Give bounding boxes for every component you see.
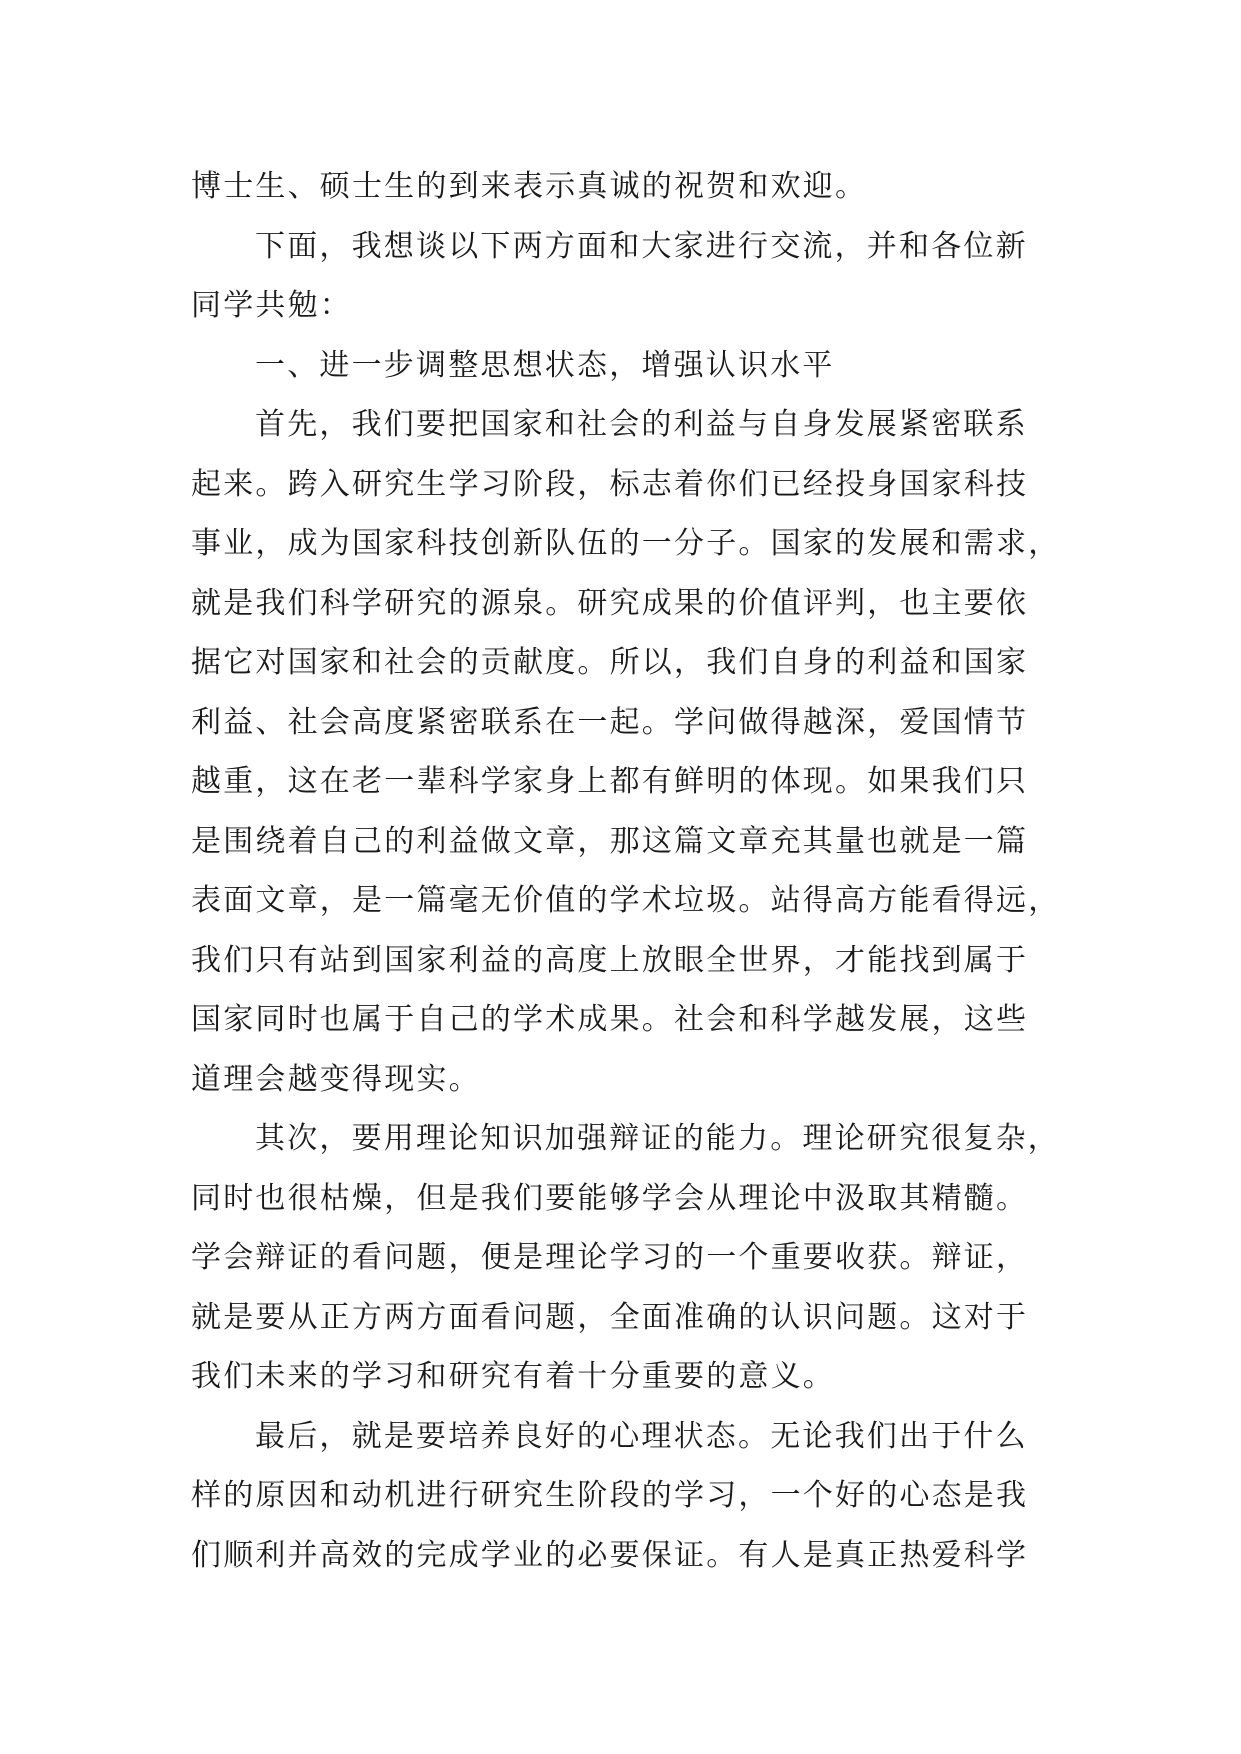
text-line: 同时也很枯燥，但是我们要能够学会从理论中汲取其精髓。 bbox=[191, 1180, 1029, 1216]
text-line: 道理会越变得现实。 bbox=[191, 1061, 481, 1097]
text-line: 样的原因和动机进行研究生阶段的学习，一个好的心态是我 bbox=[191, 1478, 1029, 1513]
text-line: 首先，我们要把国家和社会的利益与自身发展紧密联系 bbox=[255, 407, 1028, 442]
text-line: 最后，就是要培养良好的心理状态。无论我们出于什么 bbox=[255, 1418, 1028, 1454]
text-line: 我们只有站到国家利益的高度上放眼全世界，才能找到属于 bbox=[191, 942, 1029, 978]
text-line: 学会辩证的看问题，便是理论学习的一个重要收获。辩证， bbox=[191, 1240, 1029, 1275]
text-line: 我们未来的学习和研究有着十分重要的意义。 bbox=[191, 1359, 835, 1394]
text-line: 下面，我想谈以下两方面和大家进行交流，并和各位新 bbox=[255, 228, 1028, 264]
text-line: 同学共勉： bbox=[191, 288, 352, 323]
text-line: 是围绕着自己的利益做文章，那这篇文章充其量也就是一篇 bbox=[191, 823, 1029, 859]
text-line: 据它对国家和社会的贡献度。所以，我们自身的利益和国家 bbox=[191, 645, 1029, 680]
text-line: 们顺利并高效的完成学业的必要保证。有人是真正热爱科学 bbox=[191, 1537, 1029, 1573]
text-line: 其次，要用理论知识加强辩证的能力。理论研究很复杂， bbox=[255, 1121, 1060, 1156]
text-line: 就是要从正方两方面看问题，全面准确的认识问题。这对于 bbox=[191, 1299, 1029, 1335]
text-line: 国家同时也属于自己的学术成果。社会和科学越发展，这些 bbox=[191, 1002, 1029, 1037]
text-line: 越重，这在老一辈科学家身上都有鲜明的体现。如果我们只 bbox=[191, 764, 1029, 799]
text-line: 博士生、硕士生的到来表示真诚的祝贺和欢迎。 bbox=[191, 169, 868, 204]
section-heading: 一、进一步调整思想状态，增强认识水平 bbox=[255, 347, 835, 383]
text-line: 利益、社会高度紧密联系在一起。学问做得越深，爱国情节 bbox=[191, 704, 1029, 740]
text-line: 就是我们科学研究的源泉。研究成果的价值评判，也主要依 bbox=[191, 585, 1029, 621]
document-body bbox=[191, 157, 1061, 1585]
text-line: 起来。跨入研究生学习阶段，标志着你们已经投身国家科技 bbox=[191, 466, 1029, 502]
text-line: 事业，成为国家科技创新队伍的一分子。国家的发展和需求， bbox=[191, 526, 1061, 561]
text-line: 表面文章，是一篇毫无价值的学术垃圾。站得高方能看得远， bbox=[191, 883, 1061, 918]
